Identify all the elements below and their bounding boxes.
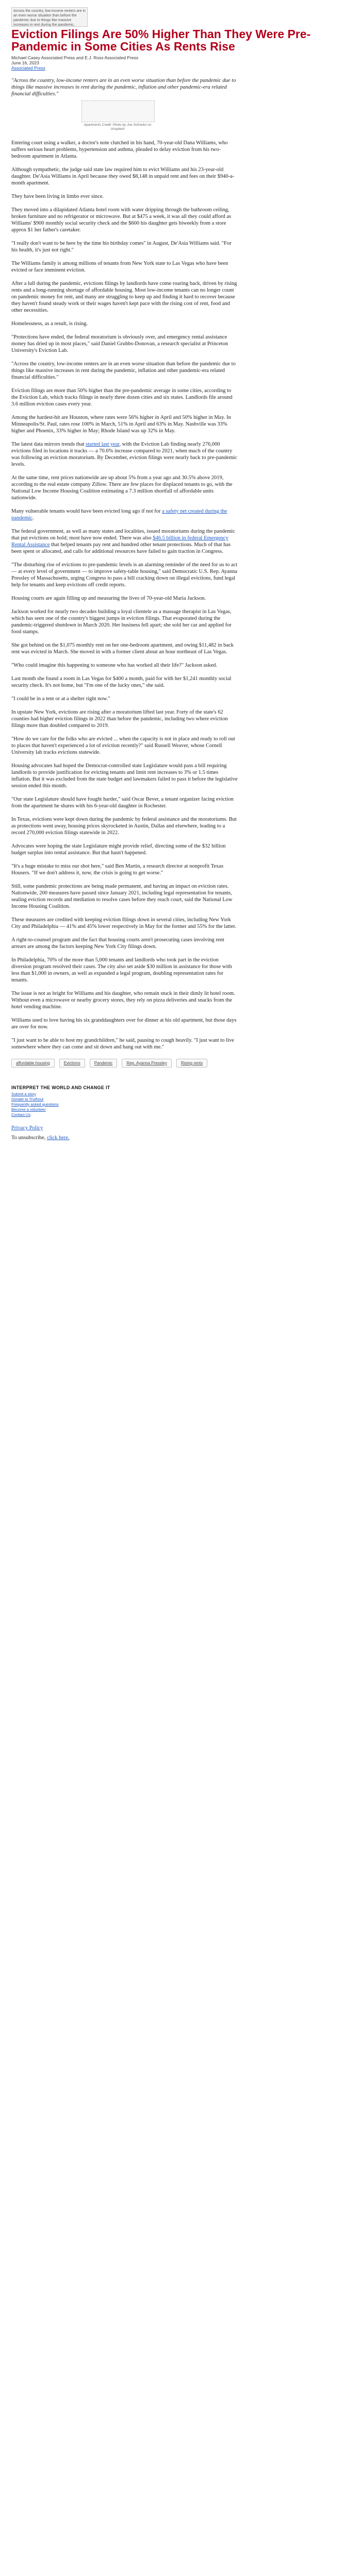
inline-article-link[interactable]: started last year: [86, 442, 120, 447]
paragraph: Eviction filings are more than 50% higher than the pre-pandemic average in some cities, according to the Eviction Lab, which tracks filings in nearly three dozen cities and six states. Landlords file around 3.6 million eviction cases every year.: [11, 388, 233, 407]
source-link[interactable]: Associated Press: [11, 65, 45, 71]
paragraph: Homelessness, as a result, is rising.: [11, 321, 88, 327]
footer-links: [11, 1092, 350, 1117]
paragraph: In Texas, evictions were kept down during the pandemic by federal assistance and the moratoriums. But as protections went away, housing prices skyrocketed in Austin, Dallas and elsewhere, leading to a record 270,000 eviction filings statewide in 2022.: [11, 817, 237, 836]
inline-article-link[interactable]: a safety net created during the pandemic: [11, 509, 227, 521]
tag-pandemic[interactable]: Pandemic: [90, 1059, 118, 1067]
paragraph: "I could be in a tent or at a shelter right now.": [11, 696, 110, 702]
paragraph: At the same time, rent prices nationwide are up about 5% from a year ago and 30.5% above 2019, according to the real estate company Zillow. There are few places for displaced tenants to go, with the National Low Income Housing Coalition estimating a 7.3 million shortfall of affordable units nationwide.: [11, 475, 233, 501]
article-title: Eviction Filings Are 50% Higher Than They Were Pre-Pandemic in Some Cities As Rents Rise: [11, 27, 311, 53]
paragraph: Entering court using a walker, a doctor's note clutched in his hand, 70-year-old Dana Williams, who suffers serious heart problems, hypertension and asthma, pleaded to delay eviction from his two-bedroom apartment in Atlanta.: [11, 140, 228, 159]
privacy-policy-link[interactable]: Privacy Policy: [11, 1125, 43, 1131]
tag-list: [11, 1058, 238, 1071]
paragraph: "Who could imagine this happening to someone who has worked all their life?" Jackson asked.: [11, 663, 218, 668]
apartments-photo: [81, 100, 155, 122]
paragraph: She got behind on the $1,075 monthly rent on her one-bedroom apartment, and owing $11,482 in back rent was evicted in March. She moved in with a former client about an hour northeast of Las Vegas.: [11, 642, 234, 655]
paragraph: Williams used to love having his six granddaughters over for dinner at his old apartment, but those days are over for now.: [11, 1018, 237, 1030]
paragraph: Among the hardest-hit are Houston, where rates were 56% higher in April and 50% higher in May. In Minneapolis/St. Paul, rates rose 100% in March, 51% in April and 63% in May. Nashville was 33% higher and Phoenix, 33% higher in May; Rhode Island was up 32% in May.: [11, 415, 231, 434]
paragraph: "Across the country, low-income renters are in an even worse situation than before the pandemic due to things like massive increases in rent during the pandemic, inflation and other pandemic-era related financial difficulties.": [11, 361, 236, 380]
paragraph: "Our state Legislature should have fought harder," said Oscar Bever, a tenant organizer facing eviction from the apartment he shares with his 6-year-old daughter in Rochester.: [11, 796, 234, 809]
unsubscribe-text: To unsubscribe,: [11, 1135, 47, 1141]
paragraph: Still, some pandemic protections are being made permanent, and having an impact on eviction rates. Nationwide, 200 measures have passed since January 2021, including legal representation for tenants, sealing eviction records and mediation to resolve cases before they reach court, said the National Low Income Housing Coalition.: [11, 884, 233, 909]
paragraph-with-link: Many vulnerable tenants would have been evicted long ago if not for a safety net created during the pandemic.: [11, 509, 227, 521]
footer-link-volunteer[interactable]: Become a volunteer: [11, 1107, 46, 1112]
paragraph: In Philadelphia, 70% of the more than 5,000 tenants and landlords who took part in the eviction diversion program resolved their cases. The city also set aside $30 million in assistance for those with less than $1,000 in owners, as well as expanded a legal program, doubling representation rates for tenants.: [11, 957, 232, 983]
article-byline: Michael Casey Associated Press and E.J. Ross Associated Press: [11, 55, 139, 60]
paragraph: "It's a huge mistake to miss our shot here," said Ben Martin, a research director at nonprofit Texas Housers. "If we don't address it, now, the crisis is going to get worse.": [11, 863, 224, 876]
paragraph: "Protections have ended, the federal moratorium is obviously over, and emergency rental assistance money has dried up in most places," said Daniel Grubbs-Donovan, a research specialist at Princeton University's Eviction Lab.: [11, 334, 228, 353]
tag-affordable-housing[interactable]: affordable housing: [11, 1059, 55, 1067]
paragraph: They have been living in limbo ever since.: [11, 194, 104, 199]
paragraph-with-link: The latest data mirrors trends that started last year, with the Eviction Lab finding nearly 276,000 evictions filed in locations it tracks — a 70.6% increase compared to 2021, when much of the country was following an eviction moratorium. By December, eviction filings were nearly back to pre-pandemic levels.: [11, 442, 237, 467]
article-lede: "Across the country, low-income renters are in an even worse situation than before the pandemic due to things like massive increases in rent during the pandemic, inflation and other pandemic-era related financial difficulties.": [11, 78, 236, 97]
paragraph: These measures are credited with keeping eviction filings down in several cities, including New York City and Philadelphia — 41% and 45% lower respectively in May for the former and 55% for the latter.: [11, 917, 236, 929]
footer-heading: INTERPRET THE WORLD AND CHANGE IT: [11, 1085, 110, 1090]
footer-link-contact[interactable]: Contact Us: [11, 1112, 31, 1117]
article-page: [0, 0, 361, 1155]
article-date: June 16, 2023: [11, 60, 39, 65]
paragraph: "I just want to be able to host my grandchildren," he said, pausing to cough heavily. "I just want to live somewhere where they can come and sit down and hang out with me.": [11, 1038, 234, 1050]
inline-article-link[interactable]: $46.5 billion in federal Emergency Rental Assistance: [11, 535, 228, 548]
unsubscribe-line: [11, 1134, 350, 1141]
footer-link-submit-story[interactable]: Submit a story: [11, 1092, 36, 1096]
paragraph: After a lull during the pandemic, evictions filings by landlords have come roaring back, driven by rising rents and a long-running shortage of affordable housing. Most low-income tenants can no longer count on pandemic money for rent, and many are struggling to keep up and finding it hard to recover because they haven't found steady work or their wages haven't kept pace with the rising cost of rent, food and other necessities.: [11, 281, 237, 313]
tag-rising-rents[interactable]: Rising rents: [176, 1059, 207, 1067]
paragraph: "The disturbing rise of evictions to pre-pandemic levels is an alarming reminder of the need for us to act — at every level of government — to improve safety-table housing," said Democratic U.S. Rep. Ayanna Pressley of Massachusetts, urging Congress to pass a bill cracking down on illegal evictions, fund legal help for tenants and keep evictions off credit reports.: [11, 562, 238, 588]
tag-rep-ayanna-pressley[interactable]: Rep. Ayanna Pressley: [122, 1059, 172, 1067]
paragraph: Jackson worked for nearly two decades building a loyal clientele as a massage therapist in Las Vegas, which has seen one of the country's biggest jumps in eviction filings. That evaporated during the pandemic-triggered shutdown in March 2020. Her business fell apart; she sold her car and applied for food stamps.: [11, 609, 232, 635]
paragraph: In upstate New York, evictions are rising after a moratorium lifted last year. Forty of the state's 62 counties had higher eviction filings in 2022 than before the pandemic, including two where eviction filings more than doubled compared to 2019.: [11, 709, 228, 728]
article-figure: [81, 100, 154, 131]
paragraph: Housing advocates had hoped the Democrat-controlled state Legislature would pass a bill requiring landlords to provide justification for evicting tenants and limit rent increases to 3% or 1.5 times inflation. But it was excluded from the state budget and lawmakers failed to pass it before the legislative session ended this month.: [11, 763, 238, 789]
paragraph: Last month she found a room in Las Vegas for $400 a month, paid for with her $1,241 monthly social security check. It's not home, but "I'm one of the lucky ones," she said.: [11, 676, 232, 688]
paragraph: Advocates were hoping the state Legislature might provide relief, directing some of the $32 billion budget surplus into rental assistance. But that hasn't happened.: [11, 843, 226, 856]
hero-image-alt-text: Across the country, low-income renters are in an even worse situation than before the pandemic due to things like massive increases in rent during the pandemic,: [13, 9, 86, 27]
paragraph: "I really don't want to be here by the time his birthday comes" in August, De'Asia Williams said. "For his health, it's just not right.": [11, 241, 232, 253]
bottom-links: [11, 1125, 350, 1141]
paragraph: "How do we care for the folks who are evicted ... when the capacity is not in place and ready to roll out to places that haven't experienced a lot of eviction recently?" said Russell Weaver, whose Cornell University lab tracks evictions statewide.: [11, 736, 235, 755]
paragraph: Housing courts are again filling up and measuring the lives of 70-year-old Maria Jackson.: [11, 596, 206, 601]
footer-link-donate[interactable]: Donate to Truthout: [11, 1097, 44, 1101]
paragraph-with-link: The federal government, as well as many states and localities, issued moratoriums during the pandemic that put evictions on hold; most have now ended. There was also $46.5 billion in federal Emergency Rental Assistance that helped tenants pay rent and hundred other tenant protections. Much of that has been spent or allocated, and calls for additional resources have failed to gain traction in Congress.: [11, 529, 235, 554]
paragraph: They moved into a dilapidated Atlanta hotel room with water dripping through the bathroom ceiling, broken furniture and no refrigerator or microwave. But at $475 a week, it was all they could afford as Williams' $900 monthly social security check and the $600 his daughter gets biweekly from a store approx $1 her father's caretaker.: [11, 207, 232, 233]
article-body: [11, 140, 350, 1050]
hero-image: [11, 7, 88, 27]
paragraph: The Williams family is among millions of tenants from New York state to Las Vegas who have been evicted or face imminent eviction.: [11, 261, 228, 273]
footer-link-faq[interactable]: Frequently asked questions: [11, 1102, 59, 1107]
paragraph: The issue is not as bright for Williams and his daughter, who remain stuck in their dimly lit hotel room. Without even a microwave or nearby grocery stores, they rely on pizza deliveries and snacks from the hotel vending machine.: [11, 991, 235, 1010]
tag-evictions[interactable]: Evictions: [59, 1059, 85, 1067]
paragraph: Although sympathetic, the judge said state law required him to evict Williams and his 23-year-old daughter. De'Asia Williams in April because they owed $8,148 in unpaid rent and fees on their $940-a-month apartment.: [11, 167, 235, 186]
paragraph: A right-to-counsel program and the fact that housing courts aren't prosecuting cases involving rent arrears are among the factors keeping New York City filings down.: [11, 937, 224, 950]
unsubscribe-link[interactable]: click here.: [46, 1135, 70, 1141]
figure-caption: Apartments Credit: Photo by Joe Sofranko on Unsplash: [84, 123, 152, 131]
